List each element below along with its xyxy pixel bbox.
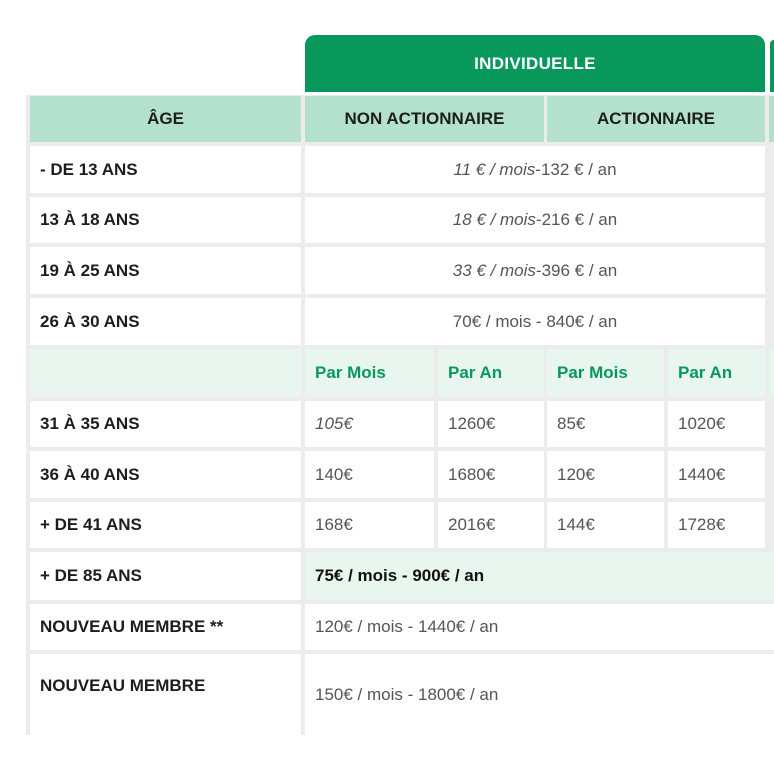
- subheader-sh-month: Par Mois: [547, 349, 664, 397]
- cell-non-month: 105€: [305, 401, 434, 447]
- row-age-label: 31 À 35 ANS: [30, 401, 301, 447]
- cell-non-month: 168€: [305, 502, 434, 548]
- header-edge: [769, 96, 774, 142]
- header-non-shareholder: NON ACTIONNAIRE: [305, 96, 544, 142]
- price-monthly: 11 € / mois: [453, 159, 536, 179]
- price-separator: -: [535, 260, 542, 280]
- price-separator: -: [535, 159, 541, 179]
- row-age-label: 19 À 25 ANS: [30, 247, 301, 294]
- header-age: ÂGE: [30, 96, 301, 142]
- row-price: [305, 247, 765, 294]
- subheader-non-year: Par An: [438, 349, 544, 397]
- row-price: [305, 197, 765, 243]
- next-column-banner-edge: [770, 40, 774, 92]
- cell-non-year: 1680€: [438, 451, 544, 498]
- price-yearly: 132 € / an: [540, 159, 617, 179]
- cell-sh-month: 144€: [547, 502, 664, 548]
- subheader-edge: [769, 349, 774, 397]
- price-monthly: 33 € / mois: [452, 260, 536, 280]
- cell-sh-year: 1020€: [668, 401, 765, 447]
- cell-sh-month: 120€: [547, 451, 664, 498]
- row-age-label: - DE 13 ANS: [30, 146, 301, 193]
- row-age-label: + DE 41 ANS: [30, 502, 301, 548]
- row-age-label: 36 À 40 ANS: [30, 451, 301, 498]
- row-age-label: + DE 85 ANS: [30, 552, 301, 600]
- header-shareholder: ACTIONNAIRE: [547, 96, 765, 142]
- cell-sh-year: 1440€: [668, 451, 765, 498]
- row-price: 120€ / mois - 1440€ / an: [305, 604, 774, 650]
- subheader-sh-year: Par An: [668, 349, 765, 397]
- price-yearly: 216 € / an: [541, 210, 618, 229]
- cell-sh-month: 85€: [547, 401, 664, 447]
- price-yearly: 396 € / an: [541, 260, 618, 280]
- row-age-label: NOUVEAU MEMBRE **: [30, 604, 301, 650]
- row-price: [305, 146, 765, 193]
- subheader-non-month: Par Mois: [305, 349, 434, 397]
- row-age-label: NOUVEAU MEMBRE: [30, 654, 301, 735]
- cell-sh-year: 1728€: [668, 502, 765, 548]
- subheader-blank: [30, 349, 301, 397]
- row-age-label: 13 À 18 ANS: [30, 197, 301, 243]
- individuelle-banner: INDIVIDUELLE: [305, 35, 765, 92]
- cell-non-year: 1260€: [438, 401, 544, 447]
- row-price: 70€ / mois - 840€ / an: [305, 298, 765, 345]
- cell-non-month: 140€: [305, 451, 434, 498]
- row-price-highlight: 75€ / mois - 900€ / an: [305, 552, 774, 600]
- row-age-label: 26 À 30 ANS: [30, 298, 301, 345]
- price-monthly: 18 € / mois: [452, 210, 536, 229]
- row-price: 150€ / mois - 1800€ / an: [305, 654, 774, 735]
- price-separator: -: [535, 210, 542, 229]
- cell-non-year: 2016€: [438, 502, 544, 548]
